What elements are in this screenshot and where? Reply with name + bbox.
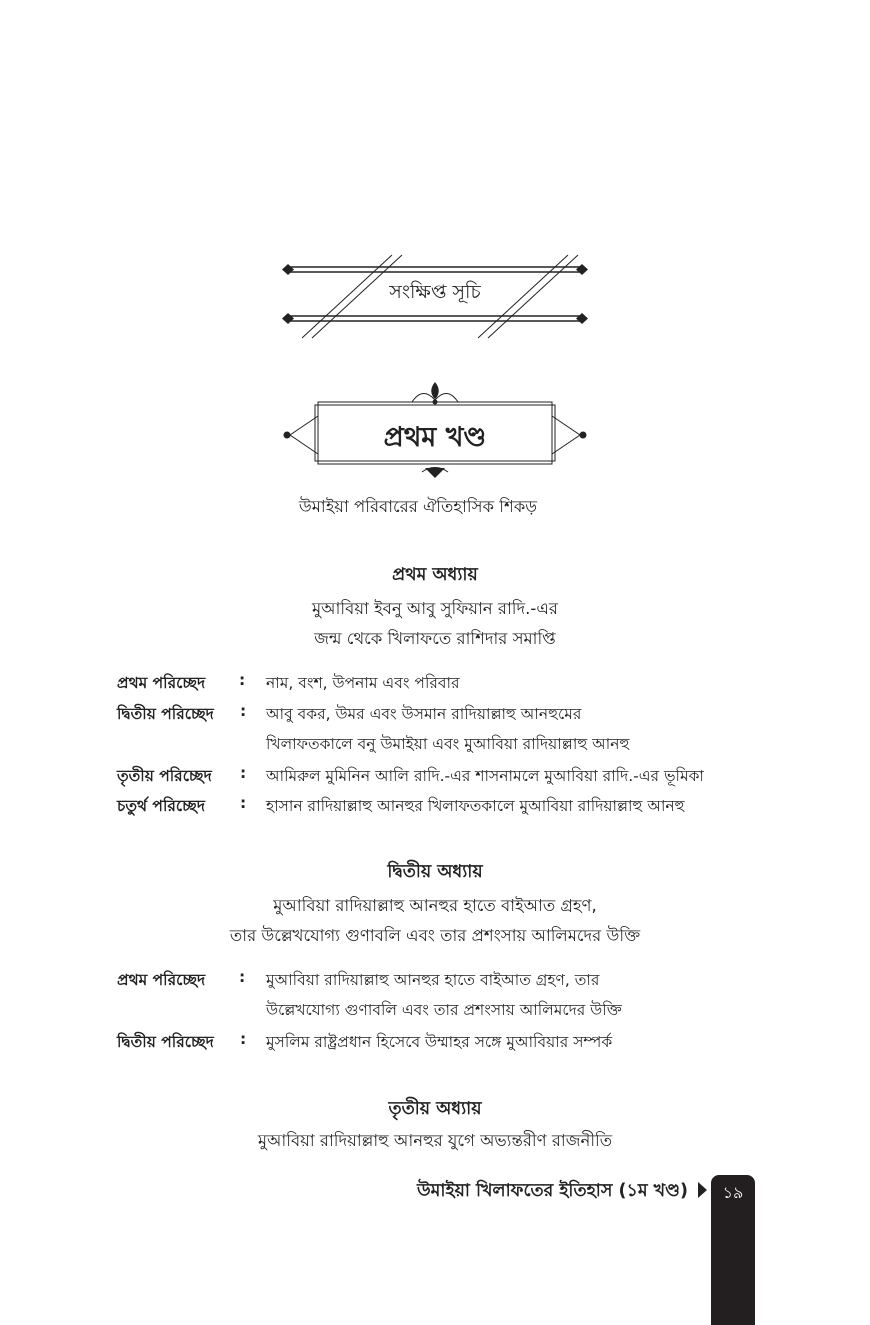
contents-heading: সংক্ষিপ্ত সূচি (389, 281, 481, 303)
chapter-2-section-1-label: প্রথম পরিচ্ছেদ (117, 971, 206, 989)
section-colon: : (239, 968, 246, 986)
chapter-1-section-1-label: প্রথম পরিচ্ছেদ (117, 674, 206, 692)
section-colon: : (239, 671, 246, 689)
chapter-1-section-4-label: চতুর্থ পরিচ্ছেদ (117, 797, 205, 815)
chapter-1-section-2-label: দ্বিতীয় পরিচ্ছেদ (117, 705, 214, 723)
chapter-3-description-line: মুআবিয়া রাদিয়াল্লাহু আনহুর যুগে অভ্যন্তরীণ রাজনীতি (257, 1131, 613, 1150)
chapter-1-section-1-text: নাম, বংশ, উপনাম এবং পরিবার (266, 674, 460, 692)
chapter-1-section-3-text: আমিরুল মুমিনিন আলি রাদি.-এর শাসনামলে মুআবিয়া রাদি.-এর ভূমিকা (266, 767, 704, 785)
chapter-2-section-1-text: উল্লেখযোগ্য গুণাবলি এবং তার প্রশংসায় আলিমদের উক্তি (266, 1001, 622, 1019)
chapter-2-description-line: তার উল্লেখযোগ্য গুণাবলি এবং তার প্রশংসায় আলিমদের উক্তি (229, 926, 641, 945)
chapter-2-title: দ্বিতীয় অধ্যায় (387, 862, 483, 882)
chapter-1-section-2-text: খিলাফতকালে বনু উমাইয়া এবং মুআবিয়া রাদিয়াল্লাহু আনহু (266, 735, 630, 753)
chapter-2-section-1-text: মুআবিয়া রাদিয়াল্লাহু আনহুর হাতে বাইআত গ্রহণ, তার (266, 971, 600, 989)
chapter-1-description-line: জন্ম থেকে খিলাফতে রাশিদার সমাপ্তি (314, 629, 556, 648)
chapter-2-section-2-text: মুসলিম রাষ্ট্রপ্রধান হিসেবে উম্মাহর সঙ্গে মুআবিয়ার সম্পর্ক (266, 1033, 613, 1051)
part-subtitle: উমাইয়া পরিবারের ঐতিহাসিক শিকড় (298, 497, 538, 516)
section-colon: : (240, 702, 247, 720)
chapter-1-description-line: মুআবিয়া ইবনু আবু সুফিয়ান রাদি.-এর (312, 599, 558, 618)
chapter-2-section-2-label: দ্বিতীয় পরিচ্ছেদ (117, 1033, 214, 1051)
chapter-1-section-2-text: আবু বকর, উমর এবং উসমান রাদিয়াল্লাহু আনহুমের (266, 705, 582, 723)
chapter-1-section-4-text: হাসান রাদিয়াল্লাহু আনহুর খিলাফতকালে মুআবিয়া রাদিয়াল্লাহু আনহু (266, 797, 685, 815)
part-title: প্রথম খণ্ড (383, 422, 487, 453)
chapter-1-section-3-label: তৃতীয় পরিচ্ছেদ (117, 767, 212, 785)
chapter-2-description-line: মুআবিয়া রাদিয়াল্লাহু আনহুর হাতে বাইআত গ্রহণ, (273, 896, 597, 915)
section-colon: : (240, 764, 247, 782)
arrow-right-icon (698, 1182, 707, 1198)
section-colon: : (240, 794, 247, 812)
page-number: ১৯ (722, 1183, 744, 1202)
running-footer-book-title: উমাইয়া খিলাফতের ইতিহাস (১ম খণ্ড) (417, 1181, 688, 1201)
chapter-1-title: প্রথম অধ্যায় (392, 565, 478, 585)
chapter-3-title: তৃতীয় অধ্যায় (388, 1099, 482, 1119)
section-colon: : (240, 1030, 247, 1048)
